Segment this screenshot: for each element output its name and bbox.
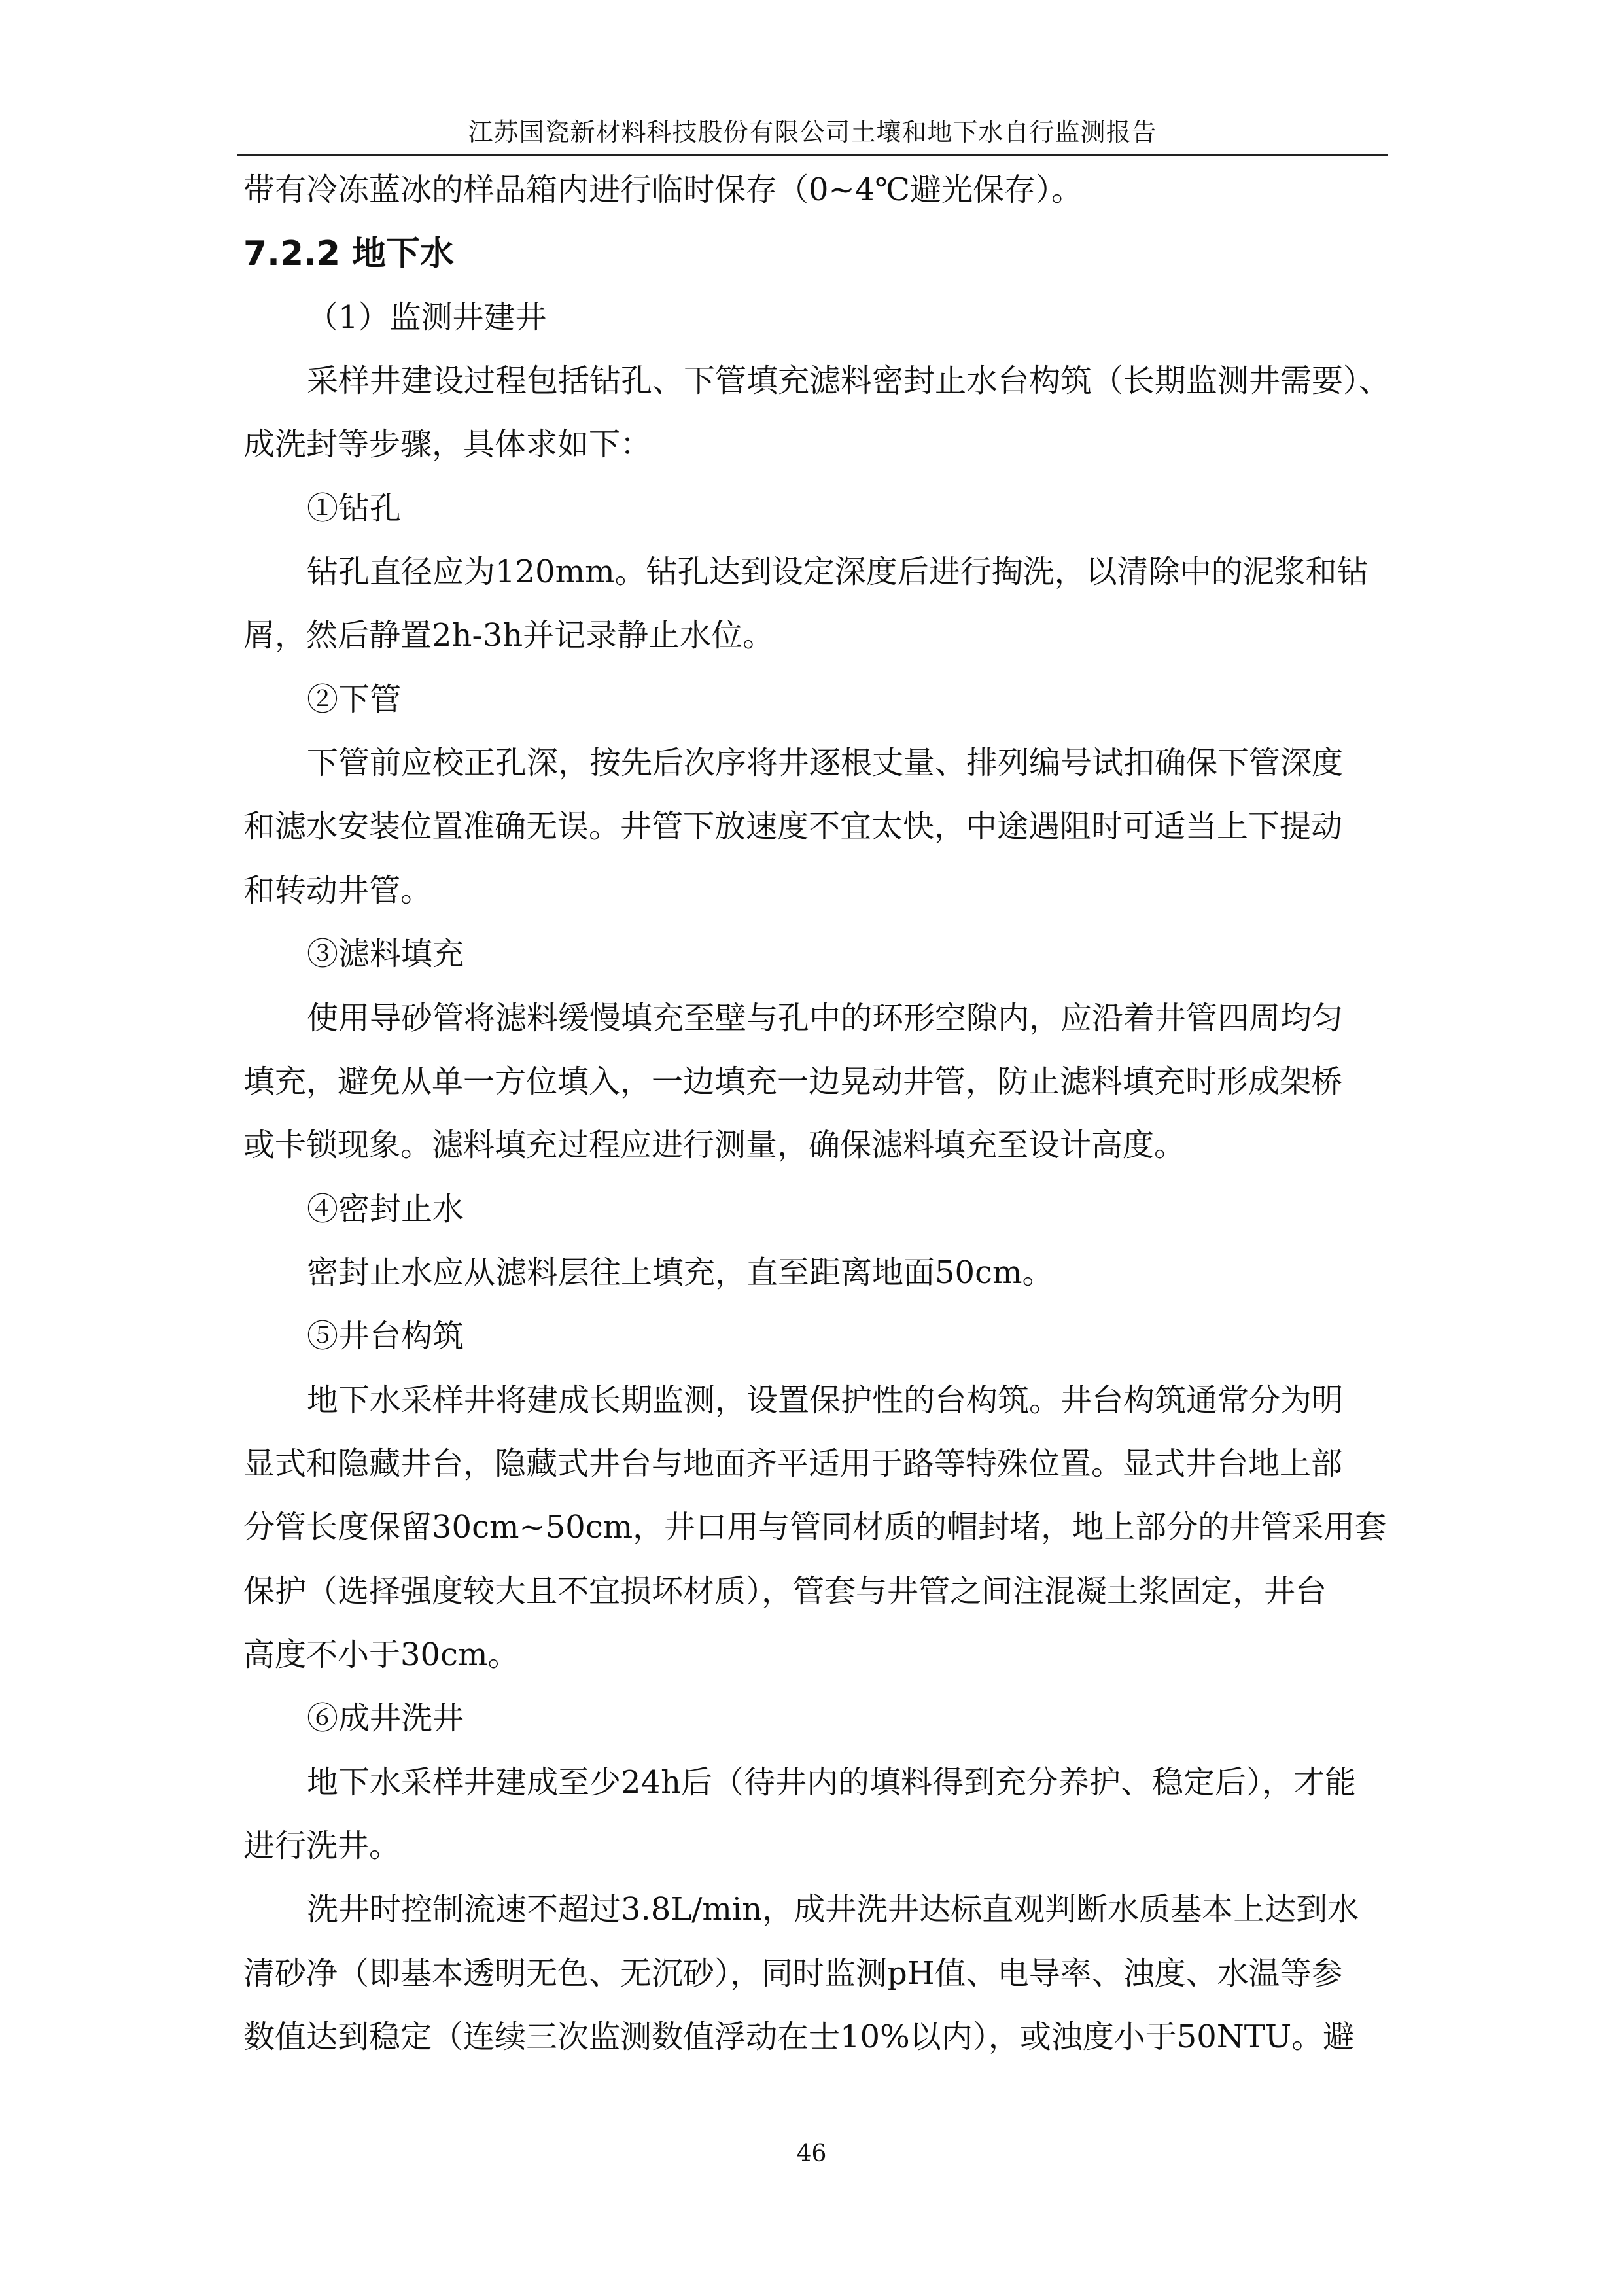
paragraph-line: 和滤水安装位置准确无误。井管下放速度不宜太快，中途遇阻时可适当上下提动	[243, 808, 1343, 845]
paragraph-line: 清砂净（即基本透明无色、无沉砂），同时监测pH值、电导率、浊度、水温等参	[243, 1955, 1343, 1992]
paragraph-line: 采样井建设过程包括钻孔、下管填充滤料密封止水台构筑（长期监测井需要）、	[307, 362, 1391, 399]
paragraph-line: 高度不小于30cm。	[243, 1636, 519, 1673]
paragraph-line: 数值达到稳定（连续三次监测数值浮动在士10%以内），或浊度小于50NTU。避	[243, 2019, 1355, 2055]
paragraph-line: 下管前应校正孔深，按先后次序将井逐根丈量、排列编号试扣确保下管深度	[307, 745, 1344, 781]
paragraph-line: 和转动井管。	[243, 872, 432, 909]
paragraph-line: 钻孔直径应为120mm。钻孔达到设定深度后进行掏洗，以清除中的泥浆和钻	[307, 554, 1369, 590]
step-heading: ⑥成井洗井	[307, 1700, 464, 1737]
paragraph-line: 分管长度保留30cm~50cm，井口用与管同材质的帽封堵，地上部分的井管采用套	[243, 1509, 1387, 1545]
paragraph-line: 进行洗井。	[243, 1828, 401, 1864]
step-heading: ⑤井台构筑	[307, 1318, 464, 1354]
paragraph-line: 显式和隐藏井台，隐藏式井台与地面齐平适用于路等特殊位置。显式井台地上部	[243, 1445, 1343, 1482]
subsection-heading: （1）监测井建井	[307, 299, 547, 336]
paragraph-line: 地下水采样井将建成长期监测，设置保护性的台构筑。井台构筑通常分为明	[307, 1382, 1344, 1419]
paragraph-line: 成洗封等步骤，具体求如下：	[243, 426, 652, 463]
running-header: 江苏国瓷新材料科技股份有限公司土壤和地下水自行监测报告	[468, 118, 1157, 147]
paragraph-line: 使用导砂管将滤料缓慢填充至壁与孔中的环形空隙内，应沿着井管四周均匀	[307, 1000, 1344, 1036]
paragraph-line: 屑，然后静置2h-3h并记录静止水位。	[243, 617, 775, 654]
step-heading: ②下管	[307, 681, 402, 718]
paragraph-line: 或卡锁现象。滤料填充过程应进行测量，确保滤料填充至设计高度。	[243, 1127, 1186, 1163]
paragraph-line: 带有冷冻蓝冰的样品箱内进行临时保存（0~4℃避光保存）。	[243, 171, 1083, 208]
paragraph-line: 密封止水应从滤料层往上填充，直至距离地面50cm。	[307, 1254, 1054, 1291]
page-number: 46	[796, 2140, 827, 2167]
paragraph-line: 地下水采样井建成至少24h后（待井内的填料得到充分养护、稳定后），才能	[307, 1764, 1356, 1801]
section-heading: 7.2.2 地下水	[243, 234, 455, 274]
step-heading: ④密封止水	[307, 1191, 464, 1227]
step-heading: ①钻孔	[307, 490, 402, 527]
paragraph-line: 填充，避免从单一方位填入，一边填充一边晃动井管，防止滤料填充时形成架桥	[243, 1063, 1343, 1100]
paragraph-line: 保护（选择强度较大且不宜损坏材质），管套与井管之间注混凝土浆固定，井台	[243, 1573, 1327, 1610]
paragraph-line: 洗井时控制流速不超过3.8L/min，成井洗井达标直观判断水质基本上达到水	[307, 1891, 1359, 1928]
header-divider	[237, 154, 1388, 156]
step-heading: ③滤料填充	[307, 936, 464, 972]
